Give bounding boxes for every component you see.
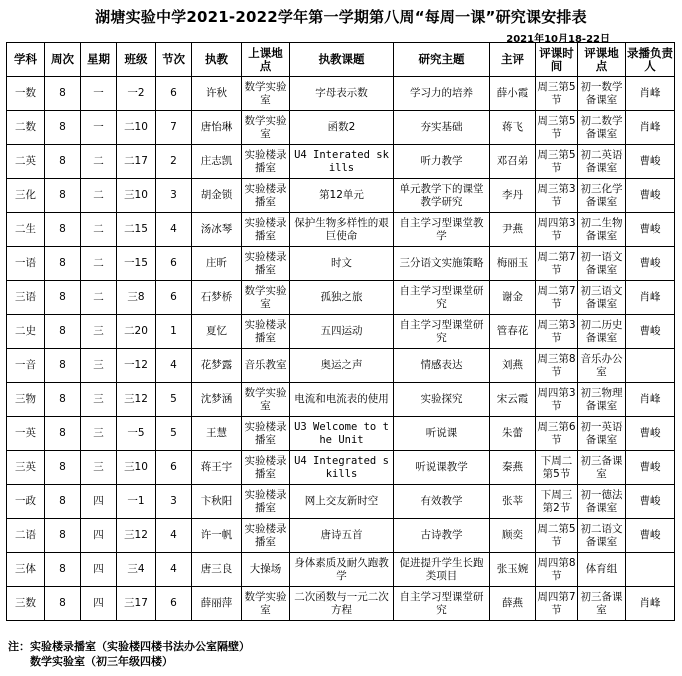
column-header: 研究主题 xyxy=(394,43,490,77)
review-time-cell: 周四第8节 xyxy=(536,553,578,587)
column-header: 周次 xyxy=(45,43,81,77)
lesson-topic-cell: U4 Integrated skills xyxy=(290,451,394,485)
class-cell: 一15 xyxy=(117,247,156,281)
week-cell: 8 xyxy=(45,213,81,247)
class-cell: 二15 xyxy=(117,213,156,247)
research-theme-cell: 夯实基础 xyxy=(394,111,490,145)
class-cell: 一5 xyxy=(117,417,156,451)
reviewer-cell: 顾奕 xyxy=(490,519,536,553)
class-cell: 二20 xyxy=(117,315,156,349)
research-theme-cell: 有效教学 xyxy=(394,485,490,519)
week-cell: 8 xyxy=(45,587,81,621)
week-cell: 8 xyxy=(45,519,81,553)
table-row xyxy=(7,145,675,179)
subject-cell: 一语 xyxy=(7,247,45,281)
review-location-cell: 初三语文备课室 xyxy=(578,281,626,315)
lesson-topic-cell: U4 Interated skills xyxy=(290,145,394,179)
weekday-cell: 四 xyxy=(81,553,117,587)
week-cell: 8 xyxy=(45,349,81,383)
weekday-cell: 一 xyxy=(81,111,117,145)
reviewer-cell: 秦燕 xyxy=(490,451,536,485)
teacher-cell: 沈梦涵 xyxy=(192,383,242,417)
subject-cell: 一数 xyxy=(7,77,45,111)
recording-staff-cell: 曹峻 xyxy=(626,247,675,281)
header-row xyxy=(7,43,675,77)
subject-cell: 三数 xyxy=(7,587,45,621)
recording-staff-cell: 肖峰 xyxy=(626,111,675,145)
weekday-cell: 二 xyxy=(81,247,117,281)
table-row xyxy=(7,383,675,417)
lesson-topic-cell: 保护生物多样性的艰巨使命 xyxy=(290,213,394,247)
class-cell: 二10 xyxy=(117,111,156,145)
table-row xyxy=(7,315,675,349)
review-time-cell: 周二第5节 xyxy=(536,519,578,553)
reviewer-cell: 张玉婉 xyxy=(490,553,536,587)
recording-staff-cell: 曹峻 xyxy=(626,179,675,213)
reviewer-cell: 管春花 xyxy=(490,315,536,349)
subject-cell: 二语 xyxy=(7,519,45,553)
lesson-topic-cell: 函数2 xyxy=(290,111,394,145)
week-cell: 8 xyxy=(45,315,81,349)
recording-staff-cell: 肖峰 xyxy=(626,587,675,621)
subject-cell: 一音 xyxy=(7,349,45,383)
reviewer-cell: 蒋飞 xyxy=(490,111,536,145)
teacher-cell: 许秋 xyxy=(192,77,242,111)
period-cell: 5 xyxy=(156,383,192,417)
research-theme-cell: 自主学习型课堂研究 xyxy=(394,315,490,349)
review-time-cell: 周三第5节 xyxy=(536,77,578,111)
review-location-cell: 初三化学备课室 xyxy=(578,179,626,213)
review-location-cell: 初三备课室 xyxy=(578,587,626,621)
lesson-topic-cell: 时文 xyxy=(290,247,394,281)
research-theme-cell: 情感表达 xyxy=(394,349,490,383)
recording-staff-cell xyxy=(626,349,675,383)
review-location-cell: 体育组 xyxy=(578,553,626,587)
research-theme-cell: 听说课教学 xyxy=(394,451,490,485)
lesson-topic-cell: 孤独之旅 xyxy=(290,281,394,315)
period-cell: 6 xyxy=(156,247,192,281)
review-location-cell: 初二数学备课室 xyxy=(578,111,626,145)
table-row xyxy=(7,451,675,485)
column-header: 星期 xyxy=(81,43,117,77)
weekday-cell: 三 xyxy=(81,349,117,383)
date-range: 2021年10月18-22日 xyxy=(506,34,610,45)
review-location-cell: 初三备课室 xyxy=(578,451,626,485)
reviewer-cell: 薛小霞 xyxy=(490,77,536,111)
weekday-cell: 二 xyxy=(81,179,117,213)
review-location-cell: 初一德法备课室 xyxy=(578,485,626,519)
column-header: 上课地点 xyxy=(242,43,290,77)
weekday-cell: 四 xyxy=(81,519,117,553)
recording-staff-cell: 肖峰 xyxy=(626,281,675,315)
reviewer-cell: 梅丽玉 xyxy=(490,247,536,281)
location-cell: 数学实验室 xyxy=(242,281,290,315)
column-header: 班级 xyxy=(117,43,156,77)
review-location-cell: 初二历史备课室 xyxy=(578,315,626,349)
reviewer-cell: 尹燕 xyxy=(490,213,536,247)
period-cell: 1 xyxy=(156,315,192,349)
reviewer-cell: 邓召弟 xyxy=(490,145,536,179)
lesson-topic-cell: 身体素质及耐久跑教学 xyxy=(290,553,394,587)
lesson-topic-cell: 奥运之声 xyxy=(290,349,394,383)
recording-staff-cell xyxy=(626,553,675,587)
location-cell: 数学实验室 xyxy=(242,383,290,417)
recording-staff-cell: 曹峻 xyxy=(626,213,675,247)
location-cell: 数学实验室 xyxy=(242,587,290,621)
reviewer-cell: 谢金 xyxy=(490,281,536,315)
period-cell: 4 xyxy=(156,213,192,247)
review-location-cell: 音乐办公室 xyxy=(578,349,626,383)
subject-cell: 三语 xyxy=(7,281,45,315)
research-theme-cell: 促进提升学生长跑类项目 xyxy=(394,553,490,587)
weekday-cell: 四 xyxy=(81,587,117,621)
table-row xyxy=(7,519,675,553)
location-cell: 数学实验室 xyxy=(242,111,290,145)
teacher-cell: 花梦露 xyxy=(192,349,242,383)
recording-staff-cell: 肖峰 xyxy=(626,383,675,417)
teacher-cell: 王慧 xyxy=(192,417,242,451)
period-cell: 6 xyxy=(156,281,192,315)
teacher-cell: 蒋王宇 xyxy=(192,451,242,485)
week-cell: 8 xyxy=(45,485,81,519)
teacher-cell: 胡金锁 xyxy=(192,179,242,213)
lesson-topic-cell: 网上交友新时空 xyxy=(290,485,394,519)
lesson-topic-cell: 电流和电流表的使用 xyxy=(290,383,394,417)
review-time-cell: 周三第5节 xyxy=(536,145,578,179)
subject-cell: 三物 xyxy=(7,383,45,417)
class-cell: 三17 xyxy=(117,587,156,621)
table-row xyxy=(7,111,675,145)
research-theme-cell: 学习力的培养 xyxy=(394,77,490,111)
location-cell: 实验楼录播室 xyxy=(242,315,290,349)
week-cell: 8 xyxy=(45,145,81,179)
review-location-cell: 初一英语备课室 xyxy=(578,417,626,451)
recording-staff-cell: 曹峻 xyxy=(626,417,675,451)
teacher-cell: 庄志凯 xyxy=(192,145,242,179)
teacher-cell: 庄昕 xyxy=(192,247,242,281)
class-cell: 三8 xyxy=(117,281,156,315)
class-cell: 三10 xyxy=(117,179,156,213)
reviewer-cell: 李丹 xyxy=(490,179,536,213)
period-cell: 6 xyxy=(156,451,192,485)
location-cell: 实验楼录播室 xyxy=(242,451,290,485)
location-cell: 实验楼录播室 xyxy=(242,145,290,179)
teacher-cell: 石梦桥 xyxy=(192,281,242,315)
location-cell: 实验楼录播室 xyxy=(242,417,290,451)
weekday-cell: 一 xyxy=(81,77,117,111)
subject-cell: 二生 xyxy=(7,213,45,247)
subject-cell: 二史 xyxy=(7,315,45,349)
week-cell: 8 xyxy=(45,111,81,145)
table-row xyxy=(7,587,675,621)
recording-staff-cell: 曹峻 xyxy=(626,315,675,349)
review-time-cell: 周三第5节 xyxy=(536,111,578,145)
review-location-cell: 初二英语备课室 xyxy=(578,145,626,179)
period-cell: 3 xyxy=(156,485,192,519)
class-cell: 一2 xyxy=(117,77,156,111)
column-header: 节次 xyxy=(156,43,192,77)
period-cell: 4 xyxy=(156,553,192,587)
table-row xyxy=(7,485,675,519)
weekday-cell: 二 xyxy=(81,145,117,179)
table-row xyxy=(7,77,675,111)
week-cell: 8 xyxy=(45,281,81,315)
weekday-cell: 二 xyxy=(81,281,117,315)
research-theme-cell: 自主学习型课堂教学 xyxy=(394,213,490,247)
class-cell: 二17 xyxy=(117,145,156,179)
weekday-cell: 三 xyxy=(81,417,117,451)
review-time-cell: 周二第7节 xyxy=(536,281,578,315)
class-cell: 三4 xyxy=(117,553,156,587)
week-cell: 8 xyxy=(45,77,81,111)
recording-staff-cell: 曹峻 xyxy=(626,451,675,485)
review-time-cell: 周三第8节 xyxy=(536,349,578,383)
class-cell: 一12 xyxy=(117,349,156,383)
column-header: 主评 xyxy=(490,43,536,77)
review-location-cell: 初一数学备课室 xyxy=(578,77,626,111)
weekday-cell: 二 xyxy=(81,213,117,247)
research-theme-cell: 自主学习型课堂研究 xyxy=(394,587,490,621)
subject-cell: 三英 xyxy=(7,451,45,485)
reviewer-cell: 刘燕 xyxy=(490,349,536,383)
location-cell: 实验楼录播室 xyxy=(242,247,290,281)
reviewer-cell: 宋云霞 xyxy=(490,383,536,417)
footnote xyxy=(8,639,250,669)
location-cell: 实验楼录播室 xyxy=(242,179,290,213)
footnote-line-1: 注：实验楼录播室（实验楼四楼书法办公室隔壁） xyxy=(8,640,250,653)
subject-cell: 一英 xyxy=(7,417,45,451)
review-time-cell: 周四第3节 xyxy=(536,383,578,417)
subject-cell: 二英 xyxy=(7,145,45,179)
weekday-cell: 三 xyxy=(81,315,117,349)
teacher-cell: 许一帆 xyxy=(192,519,242,553)
research-theme-cell: 单元教学下的课堂教学研究 xyxy=(394,179,490,213)
page-title: 湖塘实验中学2021-2022学年第一学期第八周“每周一课”研究课安排表 xyxy=(95,8,587,26)
table-row xyxy=(7,417,675,451)
class-cell: 一1 xyxy=(117,485,156,519)
period-cell: 7 xyxy=(156,111,192,145)
period-cell: 6 xyxy=(156,587,192,621)
week-cell: 8 xyxy=(45,383,81,417)
weekday-cell: 四 xyxy=(81,485,117,519)
review-time-cell: 周三第3节 xyxy=(536,179,578,213)
period-cell: 3 xyxy=(156,179,192,213)
teacher-cell: 卞秋阳 xyxy=(192,485,242,519)
reviewer-cell: 张莘 xyxy=(490,485,536,519)
location-cell: 音乐教室 xyxy=(242,349,290,383)
location-cell: 实验楼录播室 xyxy=(242,485,290,519)
column-header: 学科 xyxy=(7,43,45,77)
review-time-cell: 周四第7节 xyxy=(536,587,578,621)
table-header xyxy=(7,43,675,77)
week-cell: 8 xyxy=(45,179,81,213)
location-cell: 数学实验室 xyxy=(242,77,290,111)
schedule-table xyxy=(6,42,675,621)
week-cell: 8 xyxy=(45,417,81,451)
subject-cell: 一政 xyxy=(7,485,45,519)
recording-staff-cell: 曹峻 xyxy=(626,145,675,179)
weekday-cell: 三 xyxy=(81,451,117,485)
research-theme-cell: 听力教学 xyxy=(394,145,490,179)
lesson-topic-cell: 唐诗五首 xyxy=(290,519,394,553)
review-location-cell: 初二生物备课室 xyxy=(578,213,626,247)
period-cell: 6 xyxy=(156,77,192,111)
week-cell: 8 xyxy=(45,247,81,281)
reviewer-cell: 薛燕 xyxy=(490,587,536,621)
review-time-cell: 周三第3节 xyxy=(536,315,578,349)
column-header: 录播负责人 xyxy=(626,43,675,77)
period-cell: 4 xyxy=(156,519,192,553)
research-theme-cell: 听说课 xyxy=(394,417,490,451)
table-row xyxy=(7,281,675,315)
lesson-topic-cell: 字母表示数 xyxy=(290,77,394,111)
lesson-topic-cell: 二次函数与一元二次方程 xyxy=(290,587,394,621)
research-theme-cell: 实验探究 xyxy=(394,383,490,417)
class-cell: 三10 xyxy=(117,451,156,485)
review-time-cell: 周四第3节 xyxy=(536,213,578,247)
recording-staff-cell: 曹峻 xyxy=(626,519,675,553)
table-row xyxy=(7,179,675,213)
recording-staff-cell: 肖峰 xyxy=(626,77,675,111)
table-body xyxy=(7,77,675,621)
location-cell: 实验楼录播室 xyxy=(242,213,290,247)
review-location-cell: 初一语文备课室 xyxy=(578,247,626,281)
class-cell: 三12 xyxy=(117,519,156,553)
location-cell: 大操场 xyxy=(242,553,290,587)
column-header: 执教 xyxy=(192,43,242,77)
subject-cell: 三体 xyxy=(7,553,45,587)
weekday-cell: 三 xyxy=(81,383,117,417)
lesson-topic-cell: U3 Welcome to the Unit xyxy=(290,417,394,451)
review-time-cell: 周三第6节 xyxy=(536,417,578,451)
teacher-cell: 唐怡琳 xyxy=(192,111,242,145)
column-header: 评课地点 xyxy=(578,43,626,77)
teacher-cell: 薛丽萍 xyxy=(192,587,242,621)
column-header: 评课时间 xyxy=(536,43,578,77)
research-theme-cell: 自主学习型课堂研究 xyxy=(394,281,490,315)
table-row xyxy=(7,213,675,247)
recording-staff-cell: 曹峻 xyxy=(626,485,675,519)
subject-cell: 三化 xyxy=(7,179,45,213)
review-time-cell: 周二第7节 xyxy=(536,247,578,281)
table-row xyxy=(7,247,675,281)
column-header: 执教课题 xyxy=(290,43,394,77)
lesson-topic-cell: 五四运动 xyxy=(290,315,394,349)
review-location-cell: 初二语文备课室 xyxy=(578,519,626,553)
week-cell: 8 xyxy=(45,451,81,485)
research-theme-cell: 古诗教学 xyxy=(394,519,490,553)
teacher-cell: 夏忆 xyxy=(192,315,242,349)
table-row xyxy=(7,349,675,383)
class-cell: 三12 xyxy=(117,383,156,417)
table-row xyxy=(7,553,675,587)
period-cell: 4 xyxy=(156,349,192,383)
period-cell: 5 xyxy=(156,417,192,451)
week-cell: 8 xyxy=(45,553,81,587)
subject-cell: 二数 xyxy=(7,111,45,145)
research-theme-cell: 三分语文实施策略 xyxy=(394,247,490,281)
review-time-cell: 下周三第2节 xyxy=(536,485,578,519)
lesson-topic-cell: 第12单元 xyxy=(290,179,394,213)
teacher-cell: 唐三良 xyxy=(192,553,242,587)
review-time-cell: 下周二第5节 xyxy=(536,451,578,485)
review-location-cell: 初三物理备课室 xyxy=(578,383,626,417)
location-cell: 实验楼录播室 xyxy=(242,519,290,553)
period-cell: 2 xyxy=(156,145,192,179)
footnote-line-2: 数学实验室（初三年级四楼） xyxy=(30,655,173,668)
teacher-cell: 汤冰琴 xyxy=(192,213,242,247)
reviewer-cell: 朱蕾 xyxy=(490,417,536,451)
